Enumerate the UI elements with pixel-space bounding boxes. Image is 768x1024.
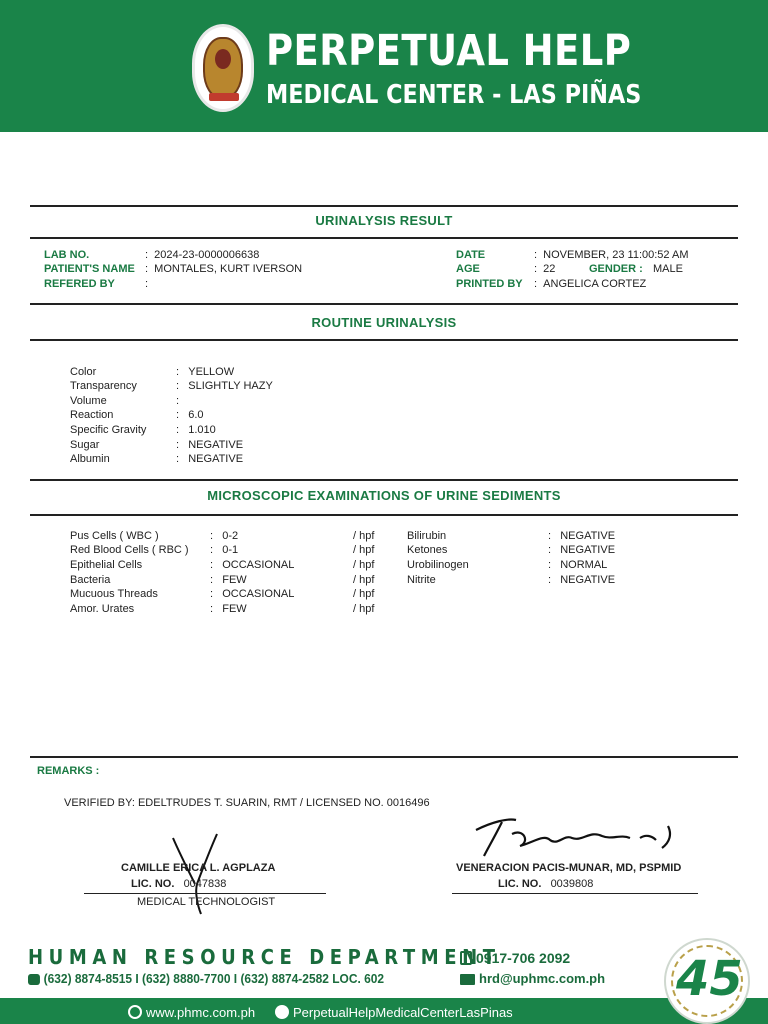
hospital-name: PERPETUAL HELP (266, 26, 632, 76)
routine-label: Volume (70, 395, 107, 407)
micro-value: : 0-2 (210, 530, 239, 542)
micro-label: Red Blood Cells ( RBC ) (70, 544, 189, 556)
signature-right (472, 812, 684, 862)
footer-website-link[interactable]: www.phmc.com.ph (128, 1005, 255, 1020)
footer-phones: (632) 8874-8515 I (632) 8880-7700 I (632) 8874-2582 LOC. 602 (28, 971, 384, 986)
header-banner (0, 0, 768, 132)
signature-line-left (84, 893, 326, 894)
section-title-routine-urinalysis: ROUTINE URINALYSIS (311, 315, 457, 330)
date-value: : NOVEMBER, 23 11:00:52 AM (534, 249, 689, 261)
micro-label: Mucuous Threads (70, 588, 158, 600)
gender-value: MALE (653, 263, 683, 275)
micro-value: : OCCASIONAL (210, 559, 295, 571)
routine-value: : YELLOW (176, 366, 235, 378)
routine-label: Specific Gravity (70, 424, 147, 436)
mobile-phone-icon (460, 951, 472, 965)
routine-value: : 1.010 (176, 424, 216, 436)
micro-label: Ketones (407, 544, 448, 556)
lab-no-label: LAB NO. (44, 249, 90, 261)
printed-by-value: : ANGELICA CORTEZ (534, 278, 647, 290)
divider (30, 237, 738, 239)
divider (30, 339, 738, 341)
routine-label: Sugar (70, 439, 100, 451)
age-label: AGE (456, 263, 480, 275)
routine-value: : (176, 395, 189, 407)
divider (30, 205, 738, 207)
routine-label: Albumin (70, 453, 110, 465)
micro-label: Nitrite (407, 574, 436, 586)
anniversary-badge (664, 938, 750, 1024)
telephone-icon (28, 974, 40, 985)
routine-value: : NEGATIVE (176, 453, 244, 465)
micro-label: Bilirubin (407, 530, 447, 542)
section-title-urinalysis-result: URINALYSIS RESULT (315, 213, 453, 228)
routine-label: Transparency (70, 380, 137, 392)
section-title-microscopic: MICROSCOPIC EXAMINATIONS OF URINE SEDIMENTS (207, 488, 561, 503)
facebook-icon (275, 1005, 289, 1019)
icon-image-icon (203, 37, 243, 99)
footer-mobile: 0917-706 2092 (460, 950, 570, 966)
hospital-seal-logo (192, 24, 254, 112)
signatory-right-name: VENERACION PACIS-MUNAR, MD, PSPMID (456, 862, 682, 874)
refered-by-label: REFERED BY (44, 278, 115, 290)
divider (30, 514, 738, 516)
remarks-label: REMARKS : (37, 765, 100, 777)
signatory-left-name: CAMILLE ERICA L. AGPLAZA (121, 862, 276, 874)
routine-value: : NEGATIVE (176, 439, 244, 451)
verified-by: VERIFIED BY: EDELTRUDES T. SUARIN, RMT / LICENSED NO. 0016496 (64, 797, 430, 809)
footer-facebook-link[interactable]: PerpetualHelpMedicalCenterLasPinas (275, 1005, 513, 1020)
signatory-left-role: MEDICAL TECHNOLOGIST (137, 896, 276, 908)
signatory-right-license: LIC. NO. 0039808 (498, 878, 594, 890)
routine-label: Reaction (70, 409, 114, 421)
footer-email: hrd@uphmc.com.ph (460, 971, 605, 986)
micro-unit: / hpf (353, 603, 375, 615)
hospital-branch: MEDICAL CENTER - LAS PIÑAS (266, 80, 642, 110)
refered-by-value: : (145, 278, 155, 290)
micro-value: : FEW (210, 603, 247, 615)
micro-value: : OCCASIONAL (210, 588, 295, 600)
micro-unit: / hpf (353, 574, 375, 586)
ribbon-icon (209, 93, 239, 101)
micro-unit: / hpf (353, 530, 375, 542)
divider (30, 756, 738, 758)
badge-number: 45 (676, 951, 743, 1007)
printed-by-label: PRINTED BY (456, 278, 523, 290)
routine-value: : SLIGHTLY HAZY (176, 380, 273, 392)
patient-name-label: PATIENT'S NAME (44, 263, 135, 275)
micro-label: Bacteria (70, 574, 111, 586)
micro-unit: / hpf (353, 559, 375, 571)
routine-label: Color (70, 366, 97, 378)
globe-icon (128, 1005, 142, 1019)
micro-label: Amor. Urates (70, 603, 135, 615)
micro-value: : NEGATIVE (548, 530, 616, 542)
signatory-left-license: LIC. NO. 0047838 (131, 878, 227, 890)
micro-value: : NEGATIVE (548, 574, 616, 586)
micro-unit: / hpf (353, 544, 375, 556)
micro-value: : FEW (210, 574, 247, 586)
date-label: DATE (456, 249, 486, 261)
routine-value: : 6.0 (176, 409, 204, 421)
mail-icon (460, 974, 475, 985)
micro-label: Urobilinogen (407, 559, 469, 571)
micro-unit: / hpf (353, 588, 375, 600)
age-value: : 22 (534, 263, 556, 275)
lab-no-value: : 2024-23-0000006638 (145, 249, 260, 261)
patient-name-value: : MONTALES, KURT IVERSON (145, 263, 303, 275)
micro-value: : NORMAL (548, 559, 608, 571)
micro-value: : 0-1 (210, 544, 239, 556)
micro-label: Pus Cells ( WBC ) (70, 530, 159, 542)
micro-value: : NEGATIVE (548, 544, 616, 556)
gender-label: GENDER : (589, 263, 649, 275)
divider (30, 303, 738, 305)
footer-department: HUMAN RESOURCE DEPARTMENT (28, 945, 501, 969)
divider (30, 479, 738, 481)
micro-label: Epithelial Cells (70, 559, 143, 571)
signature-line-right (452, 893, 698, 894)
